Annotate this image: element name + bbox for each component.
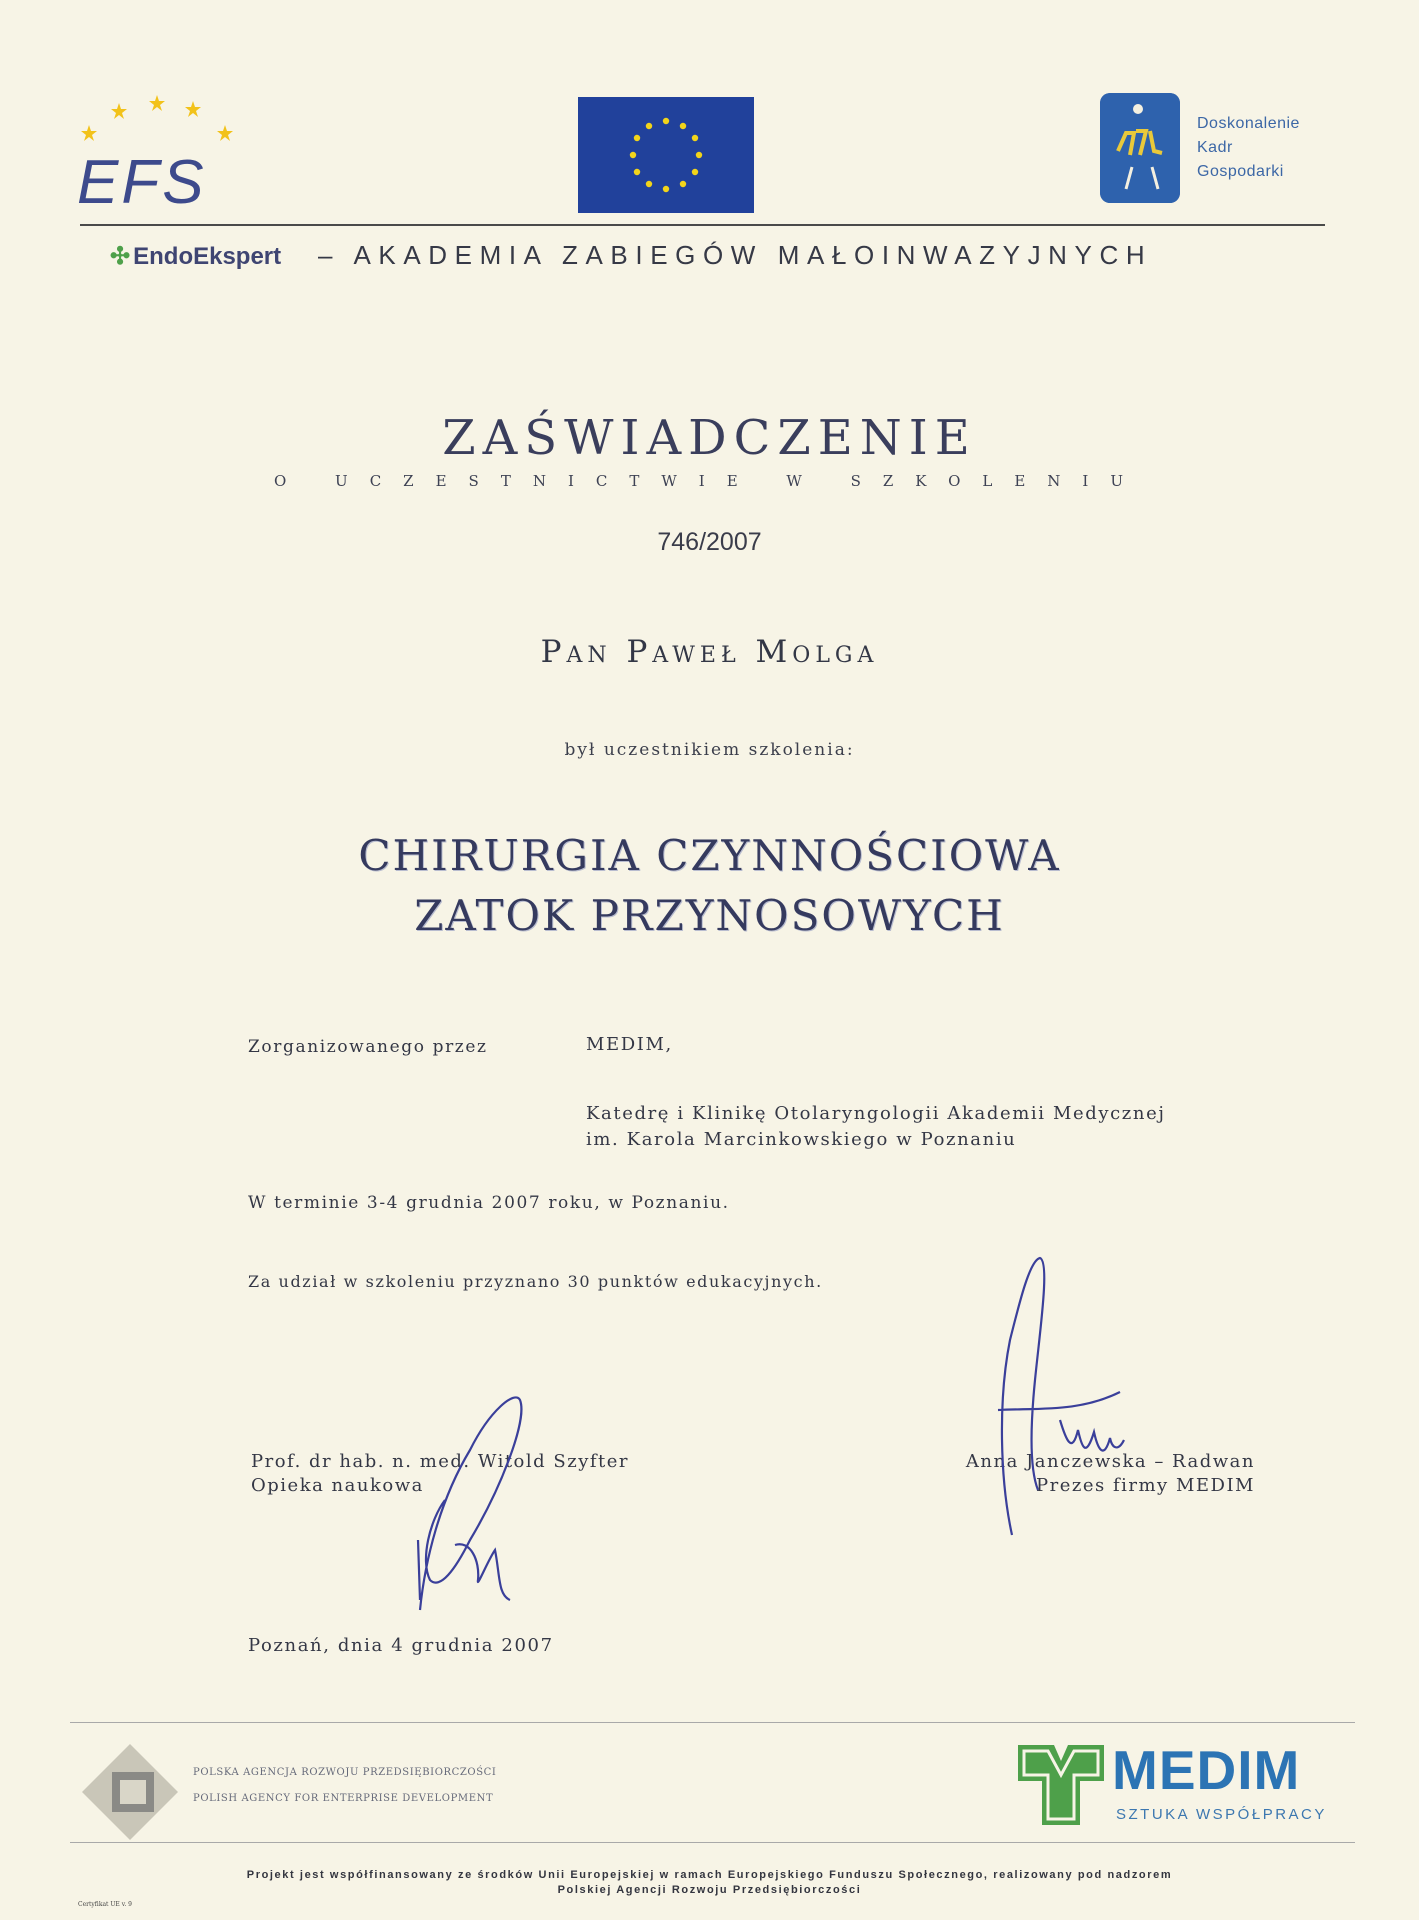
dkg-line: Kadr [1197,139,1233,156]
academy-title: – AKADEMIA ZABIEGÓW MAŁOINWAZYJNYCH [318,240,1153,270]
left-signature [418,1397,521,1610]
medim-logo-name: MEDIM [1112,1739,1301,1801]
recipient-name: Pan Paweł Molga [540,634,879,670]
dkg-logo-text [1197,112,1357,184]
organizer-medim: MEDIM, [586,1034,673,1055]
course-title [0,826,1419,946]
left-signatory-role: Opieka naukowa [251,1475,424,1496]
organizer-university-line: Katedrę i Klinikę Otolaryngologii Akademii Medycznej [586,1103,1166,1124]
footer-divider-bottom [70,1842,1355,1843]
left-signatory-name: Prof. dr hab. n. med. Witold Szyfter [251,1451,630,1472]
parp-logo-icon [80,1742,180,1842]
organizer-university [586,1101,1166,1153]
funding-note-line: Polskiej Agencji Rozwoju Przedsiębiorczości [557,1884,862,1896]
efs-logo [75,95,255,215]
certificate-number: 746/2007 [657,528,762,556]
parp-line: POLISH AGENCY FOR ENTERPRISE DEVELOPMENT [193,1793,494,1804]
right-signatory-name: Anna Janczewska – Radwan [965,1451,1255,1472]
efs-stars [81,95,233,141]
education-points: Za udział w szkoleniu przyznano 30 punktów edukacyjnych. [248,1272,823,1291]
eu-flag-icon [578,97,754,213]
certificate-subtitle: O UCZESTNICTWIE W SZKOLENIU [273,472,1146,490]
endoekspert-brand: EndoEkspert [133,243,282,270]
right-signatory [900,1450,1255,1498]
right-signatory-role: Prezes firmy MEDIM [1036,1475,1255,1496]
medim-tagline: SZTUKA WSPÓŁPRACY [1116,1806,1327,1823]
footer-divider-top [70,1722,1355,1723]
dkg-logo-icon [1100,93,1180,203]
organizer-university-line: im. Karola Marcinkowskiego w Poznaniu [586,1129,1017,1150]
endoekspert-logo [110,242,281,271]
course-title-line: CHIRURGIA CZYNNOŚCIOWA [358,831,1061,880]
parp-text [193,1760,496,1812]
form-code: Certyfikat UE v. 9 [78,1901,132,1908]
endoekspert-leaf-icon: ✣ [110,243,131,270]
parp-line: POLSKA AGENCJA ROZWOJU PRZEDSIĘBIORCZOŚCI [193,1767,497,1778]
efs-logo-text: EFS [77,148,207,215]
left-signatory [251,1450,629,1498]
organizer-label: Zorganizowanego przez [248,1037,488,1057]
certificate-title: ZAŚWIADCZENIE [442,410,977,466]
participant-statement: był uczestnikiem szkolenia: [564,740,855,760]
medim-logo-icon [1018,1745,1104,1825]
header-divider [80,224,1325,226]
dkg-line: Doskonalenie [1197,115,1300,132]
dkg-line: Gospodarki [1197,163,1284,180]
funding-note-line: Projekt jest współfinansowany ze środków Unii Europejskiej w ramach Europejskiego Funduszu Społecznego, realizowany pod nadzorem [246,1869,1173,1881]
course-title-line: ZATOK PRZYNOSOWYCH [414,891,1005,940]
issue-date: Poznań, dnia 4 grudnia 2007 [248,1635,554,1656]
funding-note [0,1868,1419,1898]
training-term: W terminie 3-4 grudnia 2007 roku, w Poznaniu. [248,1193,730,1213]
